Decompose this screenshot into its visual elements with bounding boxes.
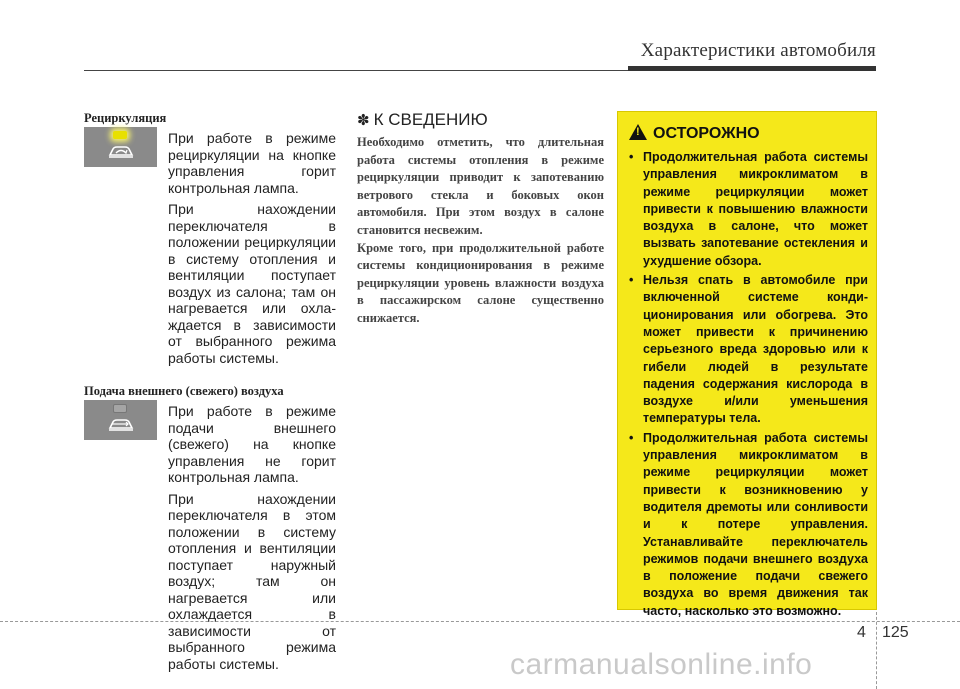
- fresh-air-section: [84, 384, 336, 672]
- bullet-icon: •: [629, 273, 634, 288]
- warning-item-text: Продолжительная работа системы управления микроклиматом в режиме рециркуляции может привести к возникновению у водителя дремоты или сонливости и к потере управления. Устанавливайте переключатель режимов подачи внешнего воздуха в положение подачи свежего воздуха во время движения так часто, насколько это возможно.: [643, 430, 868, 618]
- recirculation-paragraph-2: При нахождении переключателя в положении рециркуляции в систему отопления и вентиляции поступает воздух из салона; там он нагревается или охла-ждается в зависимости от выбранного режима работы системы.: [168, 201, 336, 366]
- info-heading-text: К СВЕДЕНИЮ: [373, 110, 488, 129]
- indicator-lamp-on-icon: [113, 131, 127, 139]
- info-text: [357, 134, 604, 328]
- warning-item: [628, 149, 868, 270]
- info-paragraph-1: Необходимо отметить, что длительная работа системы отопления в режиме рециркуляции приводит к запотеванию ветрового стекла и боковых окон автомобиля. При этом воздух в салоне становится несвежим.: [357, 135, 604, 237]
- car-fresh-air-icon: [108, 418, 134, 432]
- warning-item: [628, 430, 868, 620]
- recirculation-text: [168, 130, 336, 366]
- car-recirculation-icon: [108, 145, 134, 159]
- footer-rule: [0, 621, 960, 622]
- warning-list: [628, 149, 868, 622]
- recirculation-paragraph-1: При работе в режиме рециркуляции на кнопке управления горит контрольная лампа.: [168, 130, 336, 196]
- info-heading: [357, 110, 604, 130]
- info-paragraph-2: Кроме того, при продолжительной работе системы кондиционирования в режиме рециркуляции уровень влажности воздуха в пассажирском салоне существенно снижается.: [357, 240, 604, 325]
- info-note: [357, 110, 604, 328]
- recirculation-button-icon: [84, 127, 157, 167]
- bullet-icon: •: [629, 430, 634, 445]
- warning-item: [628, 272, 868, 428]
- recirculation-section: [84, 111, 336, 366]
- header-rule-accent: [628, 66, 876, 71]
- bullet-icon: •: [629, 150, 634, 164]
- fresh-air-text: [168, 403, 336, 672]
- fresh-air-paragraph-2: При нахождении переключателя в этом положении в систему отопления и вентиляции поступает наружный воздух; там он нагревается или охлаждается в зависимости от выбранного режима работы системы.: [168, 490, 336, 672]
- warning-item-text: Нельзя спать в автомобиле при включенной системе конди-ционирования или обогрева. Это может привести к причинению серьезного вреда здоровью или к гибели людей в результате падения содержания кислорода в воздухе и/или уменьшения температуры тела.: [643, 273, 868, 426]
- recirculation-title: Рециркуляция: [84, 111, 167, 125]
- watermark: carmanualsonline.info: [510, 648, 813, 681]
- fresh-air-paragraph-1: При работе в режиме подачи внешнего (свежего) на кнопке управления не горит контрольная лампа.: [168, 403, 336, 485]
- left-column: [84, 111, 336, 677]
- chapter-number: 4: [857, 624, 866, 641]
- warning-box: [617, 111, 877, 618]
- page-header-title: Характеристики автомобиля: [640, 40, 876, 61]
- warning-triangle-icon: [629, 124, 647, 140]
- footer-divider: [876, 612, 877, 689]
- warning-heading-text: ОСТОРОЖНО: [653, 125, 760, 142]
- fresh-air-title: Подача внешнего (свежего) воздуха: [84, 384, 284, 398]
- warning-heading: [629, 124, 760, 143]
- star-icon: ✽: [357, 112, 370, 129]
- page-number: 125: [882, 624, 909, 641]
- indicator-lamp-off-icon: [113, 404, 127, 413]
- warning-item-text: Продолжительная работа системы управления микроклиматом в режиме рециркуляции может привести к повышению влажности воздуха в салоне, что может вызвать запотевание остекления и ухудшение обзора.: [643, 150, 868, 268]
- fresh-air-button-icon: [84, 400, 157, 440]
